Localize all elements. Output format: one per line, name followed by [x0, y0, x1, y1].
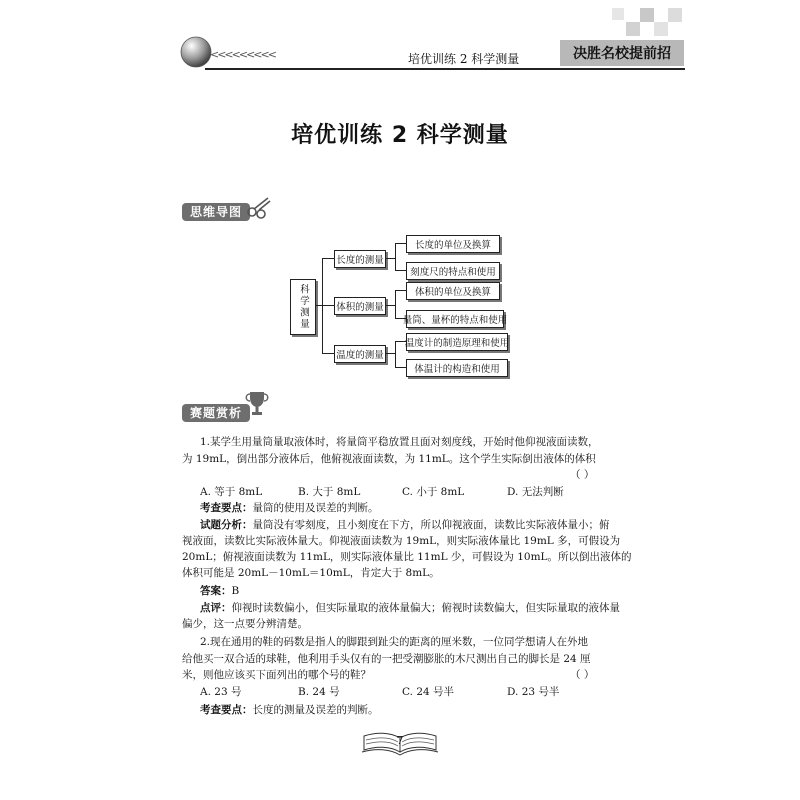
header-section-title: 培优训练 2 科学测量 [408, 52, 520, 66]
page-title: 培优训练 2 科学测量 [291, 123, 509, 148]
mindmap-branch-temperature [334, 345, 386, 363]
q1-keypoint-label: 考查要点： [200, 502, 253, 514]
q2-answer-bracket: （ ） [570, 669, 595, 681]
q1-comment-text: 仰视时读数偏小，但实际量取的液体量偏大；俯视时读数偏大，但实际量取的液体量 [231, 602, 620, 614]
header-chevron-decoration: <<<<<<<<< [210, 48, 275, 61]
q1-keypoint [200, 500, 379, 516]
mindmap-leaf [406, 235, 500, 253]
mindmap-leaf [406, 262, 500, 280]
q1-option-d: D. 无法判断 [507, 486, 564, 498]
q1-analysis-line [200, 517, 610, 533]
q1-analysis-line: 20mL；俯视液面读数为 11mL，则实际液体量比 11mL 少，可假设为 10mL。所以倒出液体的 [182, 551, 632, 563]
mindmap-leaf-label: 温度计的制造原理和使用 [404, 338, 510, 349]
q2-keypoint-label: 考查要点： [200, 704, 253, 716]
scissors-icon [246, 195, 272, 223]
mindmap-leaf-label: 量筒、量杯的特点和使用 [402, 315, 508, 326]
q1-option-b: B. 大于 8mL [298, 486, 361, 498]
q1-comment-label: 点评： [200, 602, 232, 614]
q1-answer-bracket: （ ） [570, 469, 595, 481]
header-badge: 决胜名校提前招 [560, 40, 684, 66]
mindmap-leaf-label: 体积的单位及换算 [414, 287, 491, 298]
q1-answer-value: B [231, 585, 240, 597]
q2-text-line: 2.现在通用的鞋的码数是指人的脚跟到趾尖的距离的厘米数，一位同学想请人在外地 [200, 636, 589, 648]
q1-option-c: C. 小于 8mL [402, 486, 465, 498]
page-number: 7 [396, 734, 404, 747]
q1-analysis-line: 体积可能是 20mL－10mL＝10mL，肯定大于 8mL。 [182, 567, 440, 579]
mindmap-branch-label: 温度的测量 [336, 350, 384, 361]
q1-answer [200, 583, 239, 599]
q1-keypoint-text: 量筒的使用及误差的判断。 [252, 502, 379, 514]
mindmap-leaf-label: 刻度尺的特点和使用 [410, 267, 496, 278]
q1-analysis-label: 试题分析： [200, 519, 253, 531]
q2-option-d: D. 23 号半 [507, 686, 560, 698]
mindmap-root [290, 279, 316, 335]
q1-answer-label: 答案： [200, 585, 232, 597]
mindmap-branch-label: 体积的测量 [336, 302, 384, 313]
trophy-icon [244, 388, 270, 422]
mindmap-tab: 思维导图 [182, 203, 250, 221]
q2-option-a: A. 23 号 [200, 686, 242, 698]
mindmap-leaf-label: 体温计的构造和使用 [414, 364, 500, 375]
q2-option-c: C. 24 号半 [402, 686, 455, 698]
q1-analysis-text: 量筒没有零刻度，且小刻度在下方，所以仰视液面，读数比实际液体量小；俯 [252, 519, 610, 531]
mindmap-leaf [402, 310, 508, 328]
q2-option-b: B. 24 号 [298, 686, 340, 698]
q1-text-line: 1.某学生用量筒量取液体时，将量筒平稳放置且面对刻度线，开始时他仰视液面读数， [200, 436, 599, 448]
mindmap-branch-label: 长度的测量 [336, 255, 384, 266]
q2-text-line: 给他买一双合适的球鞋，他利用手头仅有的一把受潮膨胀的木尺测出自己的脚长是 24 厘 [182, 653, 591, 665]
analysis-tab: 赛题赏析 [182, 404, 250, 422]
q2-keypoint [200, 702, 379, 718]
mindmap-branch-volume [334, 297, 386, 315]
mindmap-leaf [406, 333, 508, 351]
q1-comment-line [200, 600, 620, 616]
q2-text-line: 米，则他应该买下面列出的哪个号的鞋？ [182, 669, 371, 681]
mindmap-root-label: 科学测量 [298, 284, 309, 330]
mindmap-leaf [406, 282, 500, 300]
q1-comment-line: 偏少，这一点要分辨清楚。 [182, 618, 308, 630]
mindmap-leaf [406, 359, 508, 377]
q1-text-line: 为 19mL，倒出部分液体后，他俯视液面读数，为 11mL。这个学生实际倒出液体的体积 [182, 453, 596, 465]
mindmap-branch-length [334, 250, 386, 268]
q1-analysis-line: 视液面，读数比实际液体量大。仰视液面读数为 19mL，则实际液体量比 19mL 多，可假设为 [182, 535, 621, 547]
mindmap-leaf-label: 长度的单位及换算 [414, 240, 491, 251]
q2-keypoint-text: 长度的测量及误差的判断。 [252, 704, 379, 716]
q1-option-a: A. 等于 8mL [200, 486, 263, 498]
